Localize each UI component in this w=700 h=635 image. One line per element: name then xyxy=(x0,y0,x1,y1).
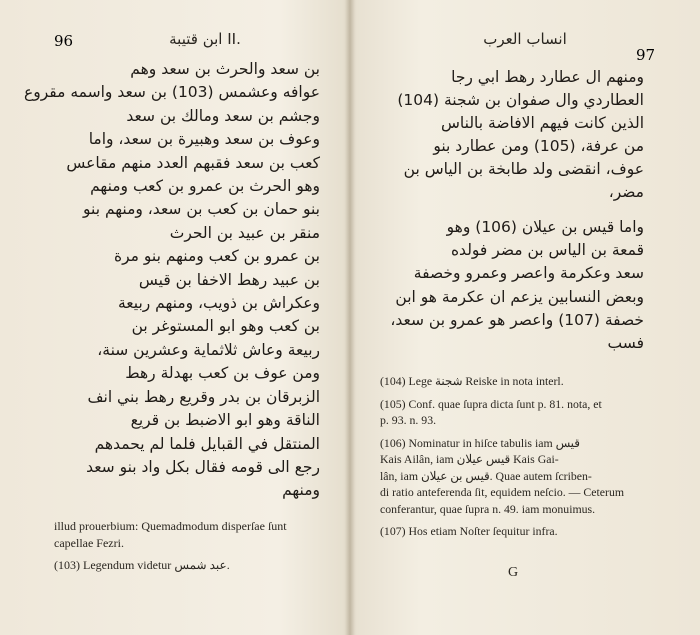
arabic-line: بن عبيد رهط الاخفا بن قيس xyxy=(138,270,320,289)
arabic-line: قمعة بن الياس بن مضر فولده xyxy=(450,241,644,260)
footnote xyxy=(380,523,680,540)
footnote xyxy=(380,396,680,429)
footnote-line: (104) Lege شجنة Reiske in nota interl. xyxy=(380,374,564,388)
arabic-line: الزبرقان بن بدر وقريع رهط بني انف xyxy=(87,387,320,406)
arabic-line: وبعض النسابين يزعم ان عكرمة هو ابن xyxy=(395,287,644,306)
footnote-line: lân, iam قيس بن عيلان. Quae autem ſcriben- xyxy=(380,468,592,483)
arabic-line: وعكراش بن ذويب، ومنهم ربيعة xyxy=(117,294,320,313)
footnote xyxy=(380,435,680,518)
footnote-line: Kais Ailân, iam قيس عيلان Kais Gai- xyxy=(380,452,559,466)
footnote-line: conferantur, quae ſupra n. 49. iam monuimus. xyxy=(380,501,596,516)
left-page xyxy=(0,0,346,635)
arabic-line: وجشم بن سعد ومالك بن سعد xyxy=(126,106,320,125)
arabic-line: الناقة وهو ابو الاضبط بن قريع xyxy=(130,411,320,430)
footnote xyxy=(380,373,680,390)
arabic-line: بن عمرو بن كعب ومنهم بنو مرة xyxy=(113,247,320,266)
right-page xyxy=(354,0,700,635)
arabic-line: بنو حمان بن كعب بن سعد، ومنهم بنو xyxy=(83,200,320,219)
arabic-text-left xyxy=(23,58,320,503)
footnote-line: di ratio anteferenda ſit, equidem neſcio. — Ceterum xyxy=(380,485,625,499)
arabic-line: المنتقل في القبايل فلما لم يحمدهم xyxy=(94,434,320,453)
arabic-line: ومنهم xyxy=(282,481,320,500)
arabic-line: الذين كانت فيهم الافاضة بالناس xyxy=(441,114,644,132)
arabic-line: واما قيس بن عيلان (106) وهو xyxy=(446,218,644,236)
arabic-text-right-b xyxy=(374,216,644,355)
arabic-line: فسب xyxy=(607,334,644,353)
arabic-line: من عرفة، (105) ومن عطارد بنو xyxy=(433,137,644,155)
arabic-line: وعوف بن سعد وهبيرة بن سعد، واما xyxy=(88,130,320,149)
arabic-line: بن سعد والحرث بن سعد وهم xyxy=(130,60,320,78)
arabic-line: رجع الى قومه فقال بكل واد بنو سعد xyxy=(86,457,320,476)
right-footnotes xyxy=(380,373,680,546)
footnote-line: (107) Hos etiam Noſter ſequitur infra. xyxy=(380,524,558,538)
arabic-line: عوافه وعشمس (103) بن سعد واسمه مقروع xyxy=(23,83,320,102)
arabic-line: خصفة (107) واعصر هو عمرو بن سعد، xyxy=(390,310,644,329)
note-line: illud prouerbium: Quemadmodum disperſae ſunt xyxy=(54,519,287,533)
footnote-line: (106) Nominatur in hiſce tabulis iam قيس xyxy=(380,435,580,450)
note-line: capellae Fezri. xyxy=(54,535,124,550)
arabic-line: منقر بن عبيد بن الحرث xyxy=(169,223,320,242)
footnote-line: (105) Conf. quae ſupra dicta ſunt p. 81. nota, et xyxy=(380,396,602,411)
arabic-line: العطاردي وال صفوان بن شجنة (104) xyxy=(397,91,644,109)
arabic-line: وهو الحرث بن عمرو بن كعب ومنهم xyxy=(90,177,320,196)
arabic-line: ومن عوف بن كعب بهدلة رهط xyxy=(125,364,320,383)
arabic-line: كعب بن سعد فقبهم العدد منهم مقاعس xyxy=(66,153,320,172)
arabic-line: ربيعة وعاش ثلاثماية وعشرين سنة، xyxy=(97,340,320,359)
arabic-line: سعد وعكرمة واعصر وعمرو وخصفة xyxy=(413,264,644,283)
catchword: G xyxy=(508,565,519,580)
running-head-left: ابن قتيبة II. xyxy=(169,30,241,48)
arabic-line: مضر، xyxy=(608,183,644,201)
page-number-left: 96 xyxy=(54,32,74,50)
arabic-text-right-a xyxy=(374,66,644,204)
page-number-right: 97 xyxy=(636,46,656,64)
arabic-line: بن كعب وهو ابو المستوغر بن xyxy=(131,317,320,336)
footnote-103: (103) Legendum videtur عبد شمس. xyxy=(54,558,230,572)
running-head-right: انساب العرب xyxy=(483,30,567,48)
arabic-line: ومنهم ال عطارد رهط ابي رجا xyxy=(451,68,644,86)
arabic-line: عوف، انقضى ولد طابخة بن الياس بن xyxy=(403,160,644,178)
left-notes xyxy=(54,518,287,574)
footnote-line: p. 93. n. 93. xyxy=(380,413,437,427)
